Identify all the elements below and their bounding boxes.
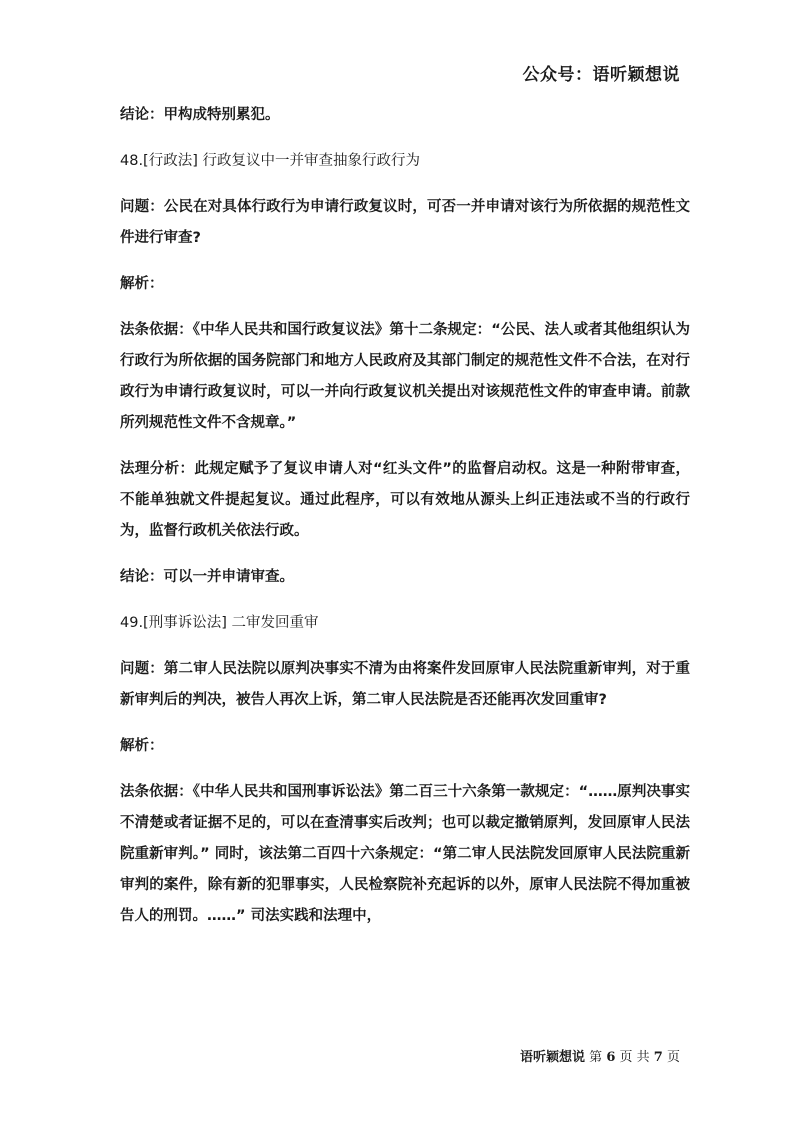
paragraph-question-48: 问题：公民在对具体行政行为申请行政复议时，可否一并申请对该行为所依据的规范性文件进行审查?	[120, 199, 690, 246]
paragraph-question-49: 问题：第二审人民法院以原判决事实不清为由将案件发回原审人民法院重新审判，对于重新审判后的判决，被告人再次上诉，第二审人民法院是否还能再次发回重审?	[120, 661, 690, 708]
paragraph-conclusion-47: 结论：甲构成特别累犯。	[120, 107, 280, 123]
paragraph-legal-basis-49: 法条依据：《中华人民共和国刑事诉讼法》第二百三十六条第一款规定：“……原判决事实不清楚或者证据不足的，可以在查清事实后改判；也可以裁定撤销原判，发回原审人民法院重新审判。” 同时，该法第二百四十六条规定：“第二审人民法院发回原审人民法院重新审判的案件，除有新的犯罪事实，人民检察院补充起诉的以外，原审人民法院不得加重被告人的刑罚。……” 司法实践和法理中，	[120, 784, 690, 924]
footer-label-1: 第	[589, 1050, 603, 1065]
paragraph-legal-theory-48: 法理分析：此规定赋予了复议申请人对“红头文件”的监督启动权。这是一种附带审查，不能单独就文件提起复议。通过此程序，可以有效地从源头上纠正违法或不当的行政行为，监督行政机关依法行政。	[120, 461, 690, 539]
footer-label-2: 页 共	[619, 1050, 650, 1065]
section-title-49: 49.[刑事诉讼法] 二审发回重审	[120, 615, 319, 631]
section-title-48: 48.[行政法] 行政复议中一并审查抽象行政行为	[120, 153, 420, 169]
paragraph-conclusion-48: 结论：可以一并申请审查。	[120, 569, 294, 585]
page-footer	[520, 1046, 680, 1065]
footer-page-current: 6	[606, 1050, 616, 1065]
paragraph-analysis-label-49: 解析：	[120, 738, 164, 754]
paragraph-analysis-label-48: 解析：	[120, 276, 164, 292]
page-header: 公众号：语听颖想说	[522, 65, 680, 85]
footer-label-3: 页	[666, 1050, 680, 1065]
paragraph-legal-basis-48: 法条依据：《中华人民共和国行政复议法》第十二条规定：“公民、法人或者其他组织认为行政行为所依据的国务院部门和地方人民政府及其部门制定的规范性文件不合法，在对行政行为申请行政复议时，可以一并向行政复议机关提出对该规范性文件的审查申请。前款所列规范性文件不含规章。”	[120, 322, 690, 431]
footer-page-total: 7	[653, 1050, 663, 1065]
footer-brand: 语听颖想说	[520, 1050, 586, 1065]
document-body	[120, 100, 690, 947]
